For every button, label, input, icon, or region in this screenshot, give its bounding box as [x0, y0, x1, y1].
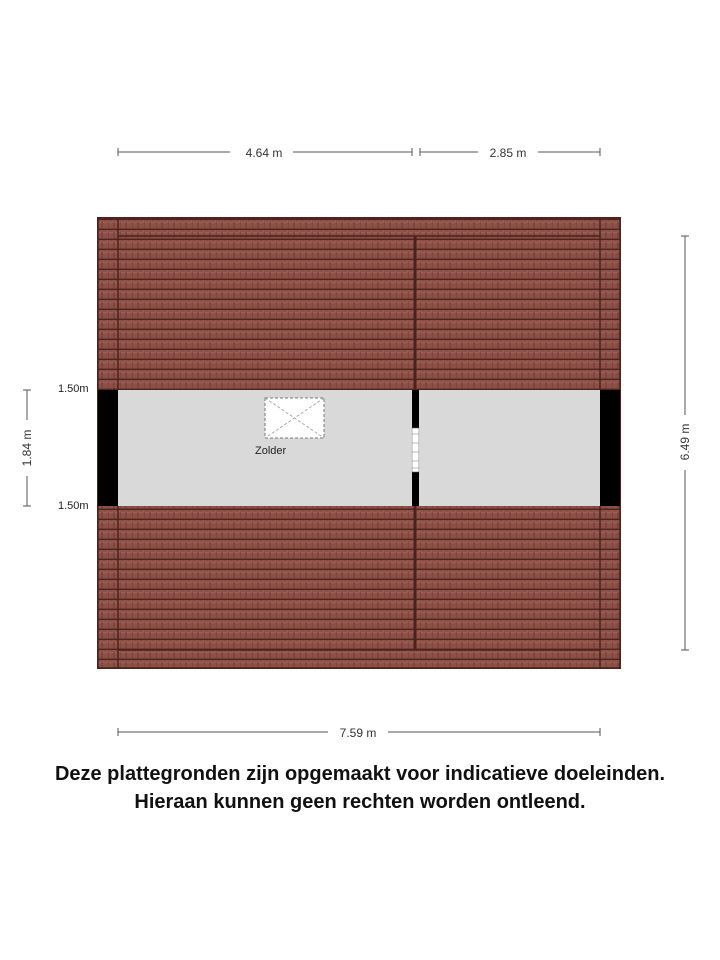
disclaimer-line-2: Hieraan kunnen geen rechten worden ontleend.	[134, 791, 586, 813]
door-opening	[411, 428, 420, 472]
dimension-bottom	[118, 726, 600, 740]
room-label-zolder: Zolder	[255, 445, 287, 457]
wall-right	[600, 390, 620, 506]
dimension-right	[678, 236, 692, 650]
height-label-lower: 1.50m	[58, 500, 89, 512]
skylight-hatch	[265, 398, 324, 438]
wall-left	[98, 390, 118, 506]
dimension-top	[118, 146, 600, 160]
dimension-right-label: 6.49 m	[678, 423, 692, 461]
disclaimer	[0, 760, 720, 816]
roof-eave-top	[98, 218, 620, 236]
roof-eave-bottom	[98, 650, 620, 668]
dimension-bottom-label: 7.59 m	[339, 726, 377, 740]
dimension-top-right: 2.85 m	[489, 146, 527, 160]
height-label-upper: 1.50m	[58, 383, 89, 395]
dimension-top-left: 4.64 m	[245, 146, 283, 160]
dimension-left	[20, 390, 34, 506]
attic-floor	[98, 390, 620, 506]
floor-area	[98, 390, 620, 506]
disclaimer-line-1: Deze plattegronden zijn opgemaakt voor indicatieve doeleinden.	[54, 763, 666, 785]
dimension-left-label: 1.84 m	[20, 429, 34, 467]
